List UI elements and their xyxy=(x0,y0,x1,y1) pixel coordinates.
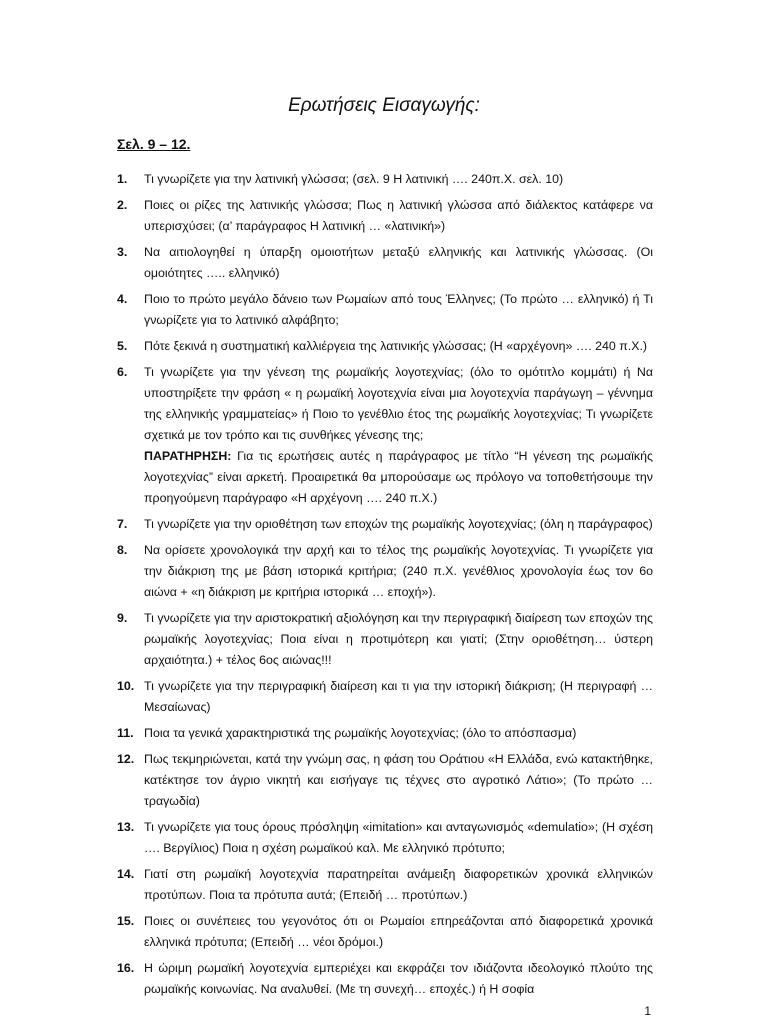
list-item xyxy=(117,362,653,509)
list-item xyxy=(117,336,653,357)
question-text: Γιατί στη ρωμαϊκή λογοτεχνία παρατηρείται ανάμειξη διαφορετικών χρονικά ελληνικών προτύπων. Ποια τα πρότυπα αυτά; (Επειδή … προτύπων.) xyxy=(144,867,653,902)
question-number: 7. xyxy=(117,517,128,531)
question-number: 4. xyxy=(117,292,128,306)
question-text: Ποια τα γενικά χαρακτηριστικά της ρωμαϊκής λογοτεχνίας; (όλο το απόσπασμα) xyxy=(144,726,577,740)
list-item xyxy=(117,514,653,535)
list-item xyxy=(117,676,653,718)
question-note xyxy=(144,446,653,509)
list-item xyxy=(117,195,653,237)
list-item xyxy=(117,289,653,331)
question-text: Ποιες οι ρίζες της λατινικής γλώσσα; Πως η λατινική γλώσσα από διάλεκτος κατάφερε να υπερισχύσει; (α’ παράγραφος Η λατινική … «λατινική») xyxy=(144,198,653,233)
question-text: Ποιο το πρώτο μεγάλο δάνειο των Ρωμαίων από τους Έλληνες; (Το πρώτο … ελληνικό) ή Τι γνωρίζετε για το λατινικό αλφάβητο; xyxy=(144,292,653,327)
note-text: Για τις ερωτήσεις αυτές η παράγραφος με τίτλο “Η γένεση της ρωμαϊκής λογοτεχνίας” είναι αρκετή. Προαιρετικά θα μπορούσαμε ως πρόλογο να τοποθετήσουμε την προηγούμενη παράγραφο «Η αρχέγονη …. 240 π.Χ.) xyxy=(144,449,653,505)
question-number: 15. xyxy=(117,914,135,928)
list-item xyxy=(117,749,653,812)
question-number: 9. xyxy=(117,611,128,625)
question-number: 13. xyxy=(117,820,135,834)
question-text: Ποιες οι συνέπειες του γεγονότος ότι οι Ρωμαίοι επηρεάζονται από διαφορετικά χρονικά ελληνικά πρότυπα; (Επειδή … νέοι δρόμοι.) xyxy=(144,914,653,949)
question-number: 3. xyxy=(117,245,128,259)
question-list xyxy=(117,169,653,1005)
question-text: Να ορίσετε χρονολογικά την αρχή και το τέλος της ρωμαϊκής λογοτεχνίας. Τι γνωρίζετε για την διάκριση της με βάση ιστορικά κριτήρια; (240 π.Χ. γενέθλιος χρονολογία έως τον 6ο αιώνα + «η διάκριση με κριτήρια ιστορικά … εποχή»). xyxy=(144,543,653,599)
question-number: 5. xyxy=(117,339,128,353)
question-number: 12. xyxy=(117,752,135,766)
question-text: Τι γνωρίζετε για την γένεση της ρωμαϊκής λογοτεχνίας; (όλο το ομότιτλο κομμάτι) ή Να υποστηρίξετε την φράση « η ρωμαϊκή λογοτεχνία είναι μια λογοτεχνία παράγωγη – γέννημα της ελληνικής γραμματείας» ή Ποιο το γενέθλιο έτος της ρωμαϊκής λογοτεχνίας; Τι γνωρίζετε σχετικά με τον τρόπο και τις συνθήκες γένεσης της; xyxy=(144,365,653,442)
list-item xyxy=(117,540,653,603)
question-text: Πότε ξεκινά η συστηματική καλλιέργεια της λατινικής γλώσσας; (Η «αρχέγονη» …. 240 π.Χ.) xyxy=(144,339,648,353)
question-number: 10. xyxy=(117,679,135,693)
question-text: Τι γνωρίζετε για την οριοθέτηση των εποχών της ρωμαϊκής λογοτεχνίας; (όλη η παράγραφος) xyxy=(144,517,653,531)
page-title: Ερωτήσεις Εισαγωγής: xyxy=(288,95,480,116)
question-number: 16. xyxy=(117,961,135,975)
list-item xyxy=(117,817,653,859)
list-item xyxy=(117,864,653,906)
question-text: Τι γνωρίζετε για την λατινική γλώσσα; (σελ. 9 Η λατινική …. 240π.Χ. σελ. 10) xyxy=(144,172,564,186)
question-text: Να αιτιολογηθεί η ύπαρξη ομοιοτήτων μεταξύ ελληνικής και λατινικής γλώσσας. (Οι ομοιότητες ….. ελληνικό) xyxy=(144,245,653,280)
question-text: Η ώριμη ρωμαϊκή λογοτεχνία εμπεριέχει και εκφράζει τον ιδιάζοντα ιδεολογικό πλούτο της ρωμαϊκής κοινωνίας. Να αναλυθεί. (Με τη συνεχή… εποχές.) ή Η σοφία xyxy=(144,961,653,996)
question-number: 2. xyxy=(117,198,128,212)
note-label: ΠΑΡΑΤΗΡΗΣΗ: xyxy=(144,449,232,463)
question-number: 14. xyxy=(117,867,135,881)
question-text: Τι γνωρίζετε για τους όρους πρόσληψη «imitation» και ανταγωνισμός «demulatio»; (Η σχέση …. Βεργίλιος) Ποια η σχέση ρωμαϊκού καλ. Με ελληνικό πρότυπο; xyxy=(144,820,653,855)
list-item xyxy=(117,958,653,1000)
question-number: 1. xyxy=(117,172,128,186)
list-item xyxy=(117,608,653,671)
list-item xyxy=(117,723,653,744)
list-item xyxy=(117,242,653,284)
question-text: Πως τεκμηριώνεται, κατά την γνώμη σας, η φάση του Οράτιου «Η Ελλάδα, ενώ κατακτήθηκε, κατέκτησε τον άγριο νικητή και εισήγαγε τις τέχνες στο αγροτικό Λάτιο»; (Το πρώτο … τραγωδία) xyxy=(144,752,653,808)
list-item xyxy=(117,911,653,953)
section-heading: Σελ. 9 – 12. xyxy=(117,136,191,152)
question-text: Τι γνωρίζετε για την αριστοκρατική αξιολόγηση και την περιγραφική διαίρεση των εποχών της ρωμαϊκής λογοτεχνίας; Ποια είναι η προτιμότερη και γιατί; (Στην οριοθέτηση… ύστερη αρχαιότητα.) + τέλος 6ος αιώνας!!! xyxy=(144,611,653,667)
question-number: 6. xyxy=(117,365,128,379)
question-number: 11. xyxy=(117,726,134,740)
question-text: Τι γνωρίζετε για την περιγραφική διαίρεση και τι για την ιστορική διάκριση; (Η περιγραφή … Μεσαίωνας) xyxy=(144,679,653,714)
list-item xyxy=(117,169,653,190)
page-number: 1 xyxy=(644,1004,651,1018)
question-number: 8. xyxy=(117,543,128,557)
